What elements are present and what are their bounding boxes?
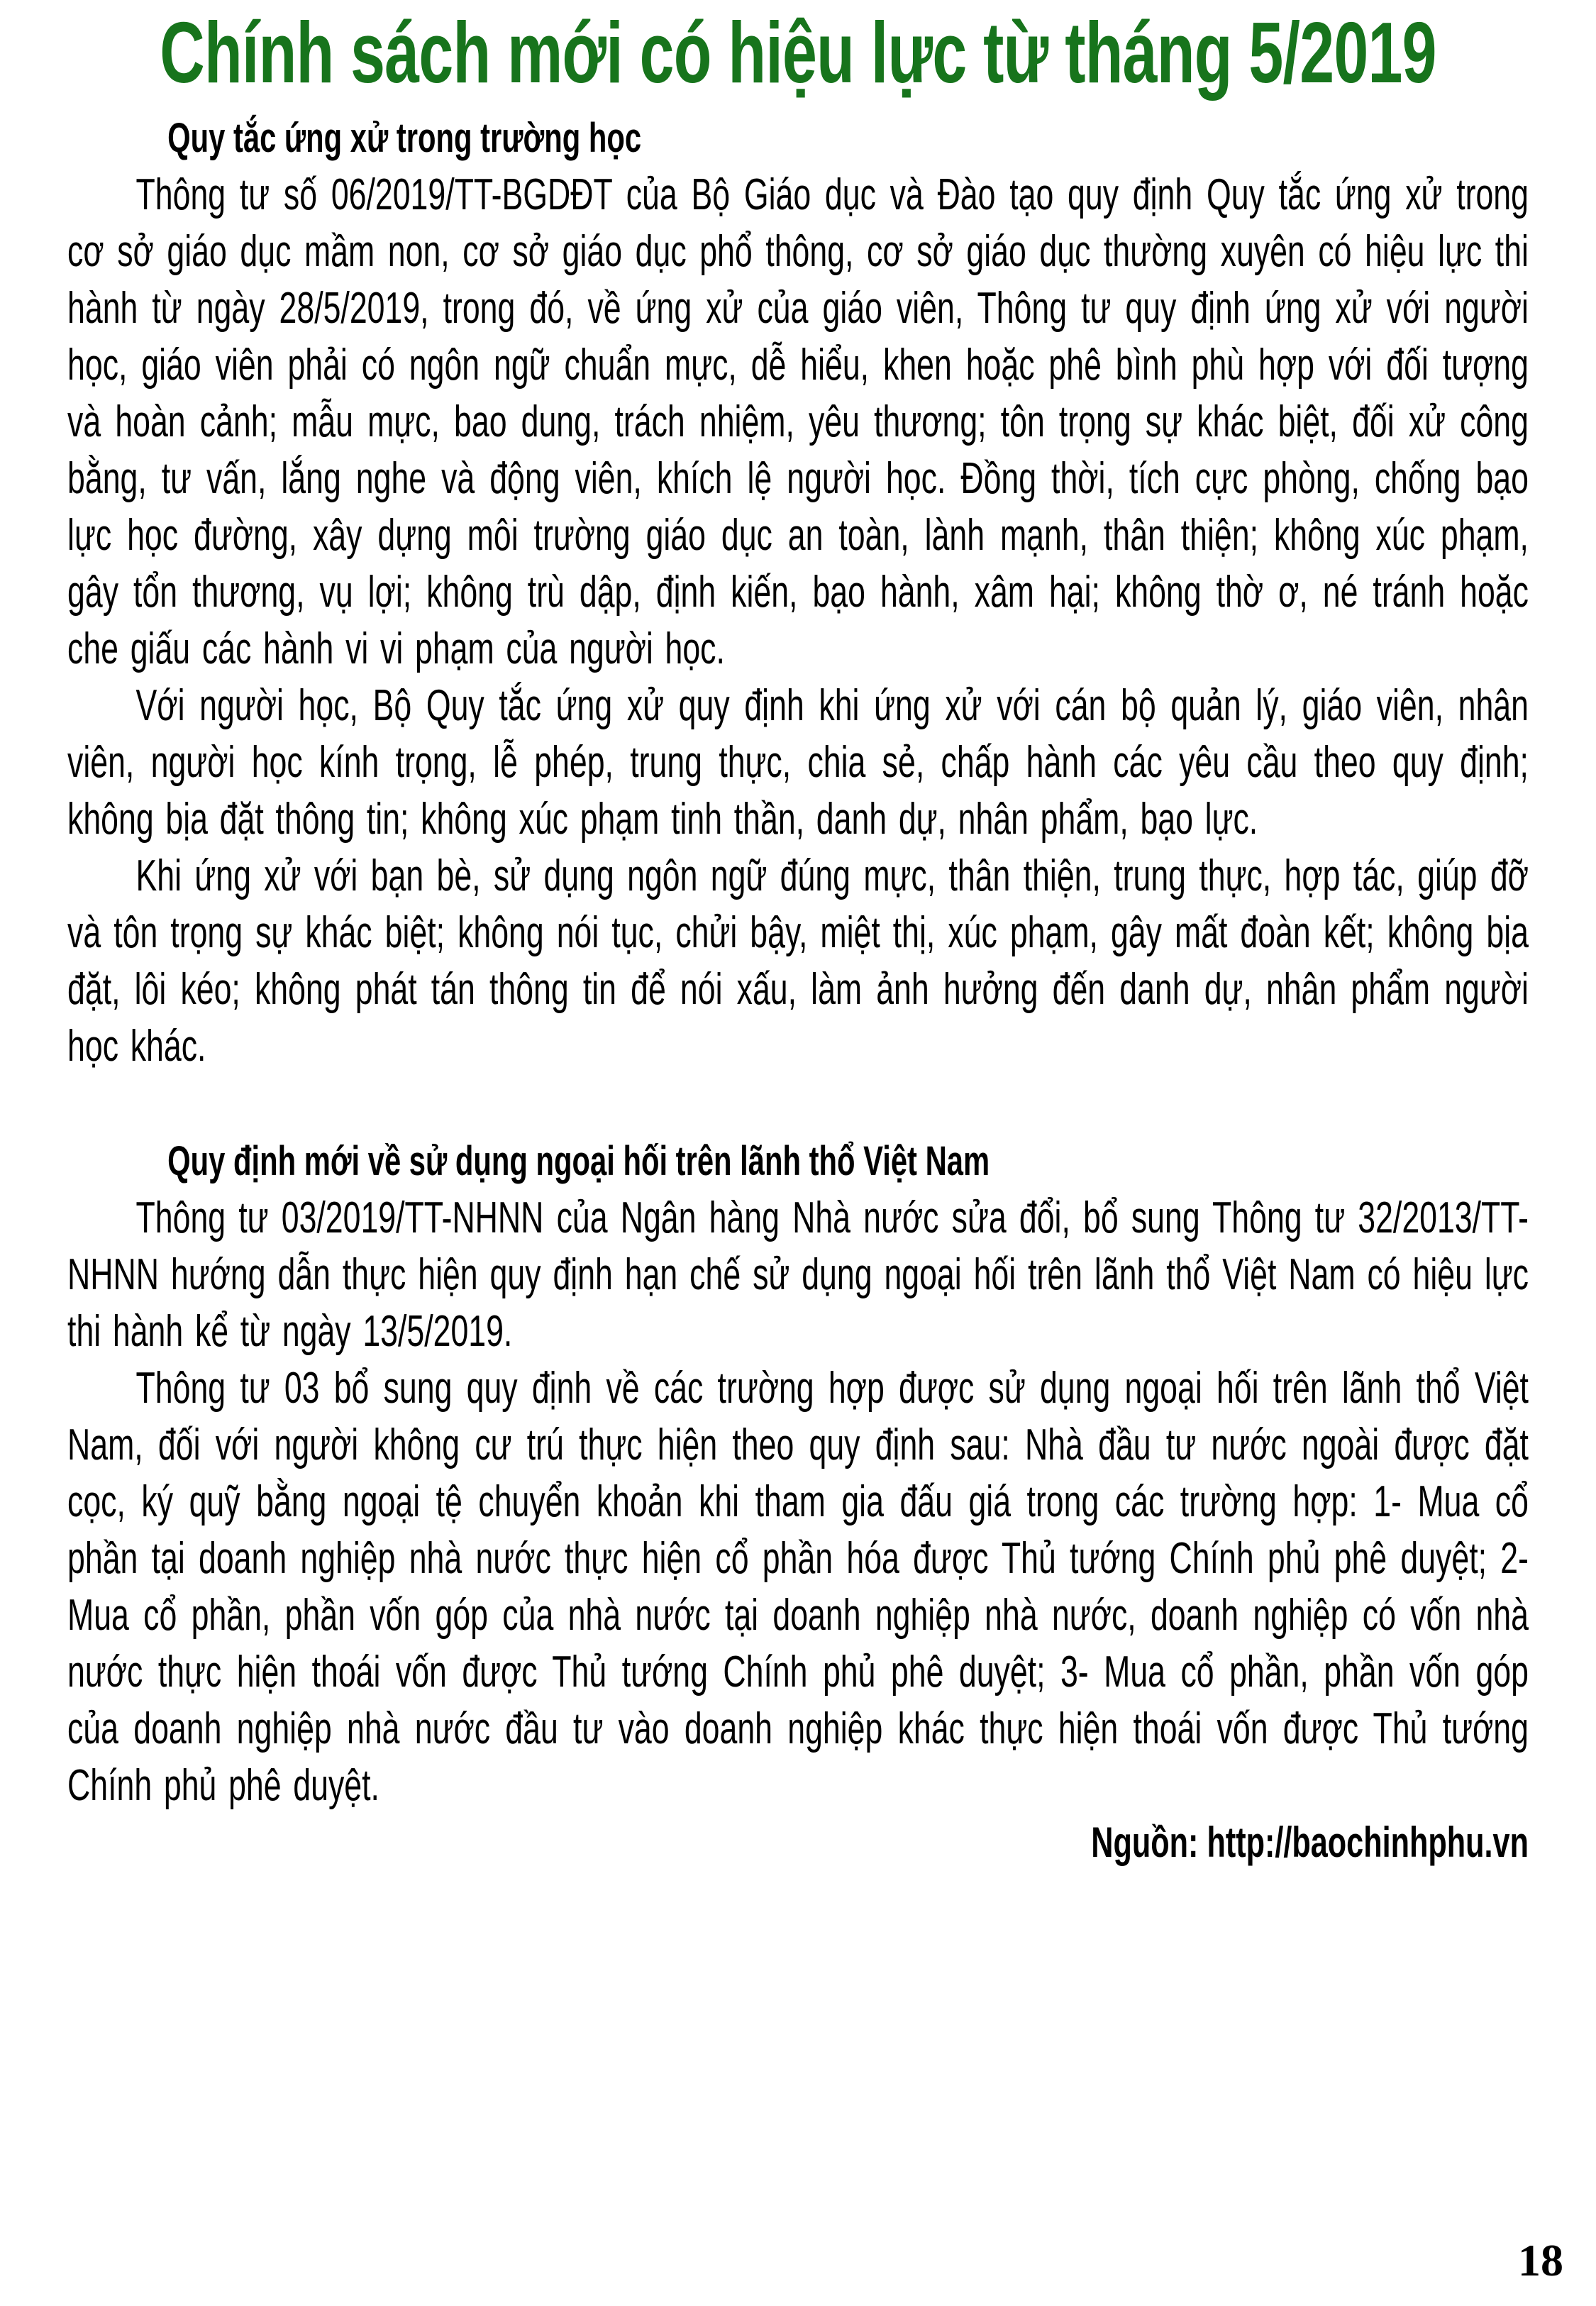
section-heading-school-conduct: Quy tắc ứng xử trong trường học	[167, 115, 642, 162]
paragraph: Thông tư 03 bổ sung quy định về các trường hợp được sử dụng ngoại hối trên lãnh thổ Việt Nam, đối với người không cư trú thực hiện theo quy định sau: Nhà đầu tư nước ngoài được đặt cọc, ký quỹ bằng ngoại tệ chuyển khoản khi tham gia đấu giá trong các trường hợp: 1- Mua cổ phần tại doanh nghiệp nhà nước thực hiện cổ phần hóa được Thủ tướng Chính phủ phê duyệt; 2- Mua cổ phần, phần vốn góp của nhà nước tại doanh nghiệp nhà nước, doanh nghiệp có vốn nhà nước thực hiện thoái vốn được Thủ tướng Chính phủ phê duyệt; 3- Mua cổ phần, phần vốn góp của doanh nghiệp nhà nước đầu tư vào doanh nghiệp khác thực hiện thoái vốn được Thủ tướng Chính phủ phê duyệt.	[67, 1364, 1529, 1811]
section-school-conduct	[67, 110, 1529, 1075]
section-foreign-exchange	[67, 1133, 1529, 1814]
paragraph: Thông tư số 06/2019/TT-BGDĐT của Bộ Giáo dục và Đào tạo quy định Quy tắc ứng xử trong cơ sở giáo dục mầm non, cơ sở giáo dục phổ thông, cơ sở giáo dục thường xuyên có hiệu lực thi hành từ ngày 28/5/2019, trong đó, về ứng xử của giáo viên, Thông tư quy định ứng xử với người học, giáo viên phải có ngôn ngữ chuẩn mực, dễ hiểu, khen hoặc phê bình phù hợp với đối tượng và hoàn cảnh; mẫu mực, bao dung, trách nhiệm, yêu thương; tôn trọng sự khác biệt, đối xử công bằng, tư vấn, lắng nghe và động viên, khích lệ người học. Đồng thời, tích cực phòng, chống bạo lực học đường, xây dựng môi trường giáo dục an toàn, lành mạnh, thân thiện; không xúc phạm, gây tổn thương, vụ lợi; không trù dập, định kiến, bạo hành, xâm hại; không thờ ơ, né tránh hoặc che giấu các hành vi vi phạm của người học.	[67, 170, 1529, 674]
page-number: 18	[1518, 2235, 1563, 2285]
paragraph: Thông tư 03/2019/TT-NHNN của Ngân hàng Nhà nước sửa đổi, bổ sung Thông tư 32/2013/TT-NHNN hướng dẫn thực hiện quy định hạn chế sử dụng ngoại hối trên lãnh thổ Việt Nam có hiệu lực thi hành kể từ ngày 13/5/2019.	[67, 1193, 1529, 1357]
section-heading-foreign-exchange: Quy định mới về sử dụng ngoại hối trên lãnh thổ Việt Nam	[167, 1138, 990, 1185]
paragraph: Khi ứng xử với bạn bè, sử dụng ngôn ngữ đúng mực, thân thiện, trung thực, hợp tác, giúp đỡ và tôn trọng sự khác biệt; không nói tục, chửi bậy, miệt thị, xúc phạm, gây mất đoàn kết; không bịa đặt, lôi kéo; không phát tán thông tin để nói xấu, làm ảnh hưởng đến danh dự, nhân phẩm người học khác.	[67, 851, 1529, 1071]
page-title: Chính sách mới có hiệu lực từ tháng 5/2019	[160, 4, 1436, 101]
source-line: Nguồn: http://baochinhphu.vn	[1091, 1819, 1529, 1867]
paragraph: Với người học, Bộ Quy tắc ứng xử quy định khi ứng xử với cán bộ quản lý, giáo viên, nhân viên, người học kính trọng, lễ phép, trung thực, chia sẻ, chấp hành các yêu cầu theo quy định; không bịa đặt thông tin; không xúc phạm tinh thần, danh dự, nhân phẩm, bạo lực.	[67, 681, 1529, 844]
